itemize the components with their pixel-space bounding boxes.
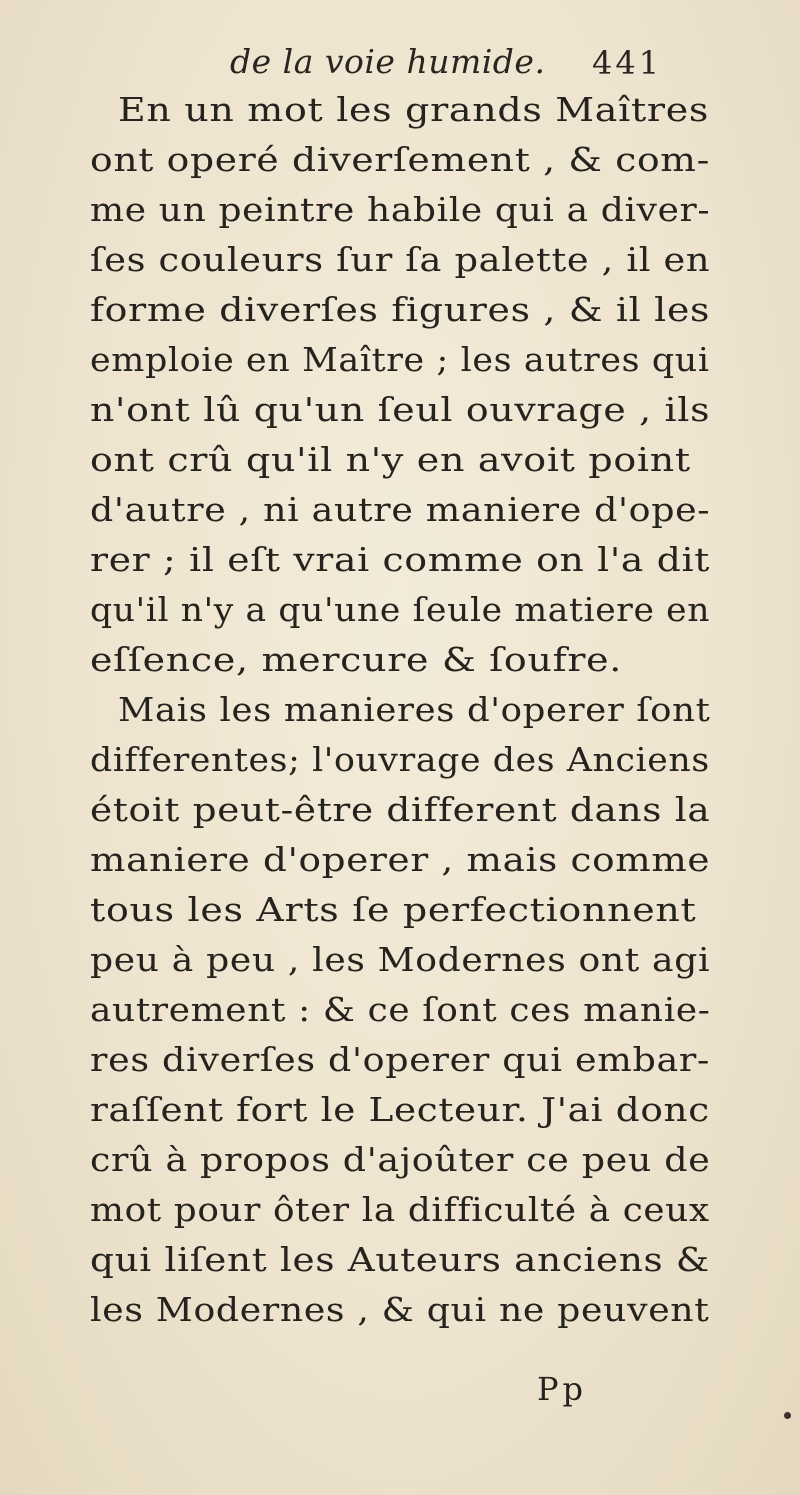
text-line: crû à propos d'ajoûter ce peu de: [90, 1140, 711, 1179]
text-line: ſes couleurs ſur ſa palette , il en: [90, 240, 711, 279]
catchword: Pp: [537, 1370, 588, 1408]
text-line: emploie en Maître ; les autres qui: [90, 340, 710, 379]
text-line: ont crû qu'il n'y en avoit point: [90, 440, 691, 479]
text-line: eſſence, mercure & ſoufre.: [90, 640, 623, 679]
text-line: mot pour ôter la difficulté à ceux: [90, 1190, 710, 1229]
text-line: qu'il n'y a qu'une ſeule matiere en: [90, 590, 711, 629]
text-line: tous les Arts ſe perfectionnent: [90, 890, 697, 929]
text-line: d'autre , ni autre maniere d'ope-: [90, 490, 711, 529]
page-number: 441: [592, 44, 663, 82]
text-line: Mais les manieres d'operer ſont: [118, 690, 711, 729]
text-line: rer ; il eſt vrai comme on l'a dit: [90, 540, 711, 579]
text-line: me un peintre habile qui a diver-: [90, 190, 711, 229]
text-line: peu à peu , les Modernes ont agi: [90, 940, 711, 979]
text-line: étoit peut-être different dans la: [90, 790, 711, 829]
text-line: ont operé diverſement , & com-: [90, 140, 711, 179]
text-line: forme diverſes figures , & il les: [90, 290, 711, 329]
text-line: res diverſes d'operer qui embar-: [90, 1040, 710, 1079]
text-line: autrement : & ce ſont ces manie-: [90, 990, 711, 1029]
text-line: differentes; l'ouvrage des Anciens: [90, 740, 710, 779]
ink-speck: [784, 1412, 791, 1419]
text-line: raſſent fort le Lecteur. J'ai donc: [90, 1090, 710, 1129]
text-line: En un mot les grands Maîtres: [118, 90, 710, 129]
text-line: n'ont lû qu'un ſeul ouvrage , ils: [90, 390, 711, 429]
running-title: de la voie humide.: [230, 42, 546, 81]
text-line: qui liſent les Auteurs anciens &: [90, 1240, 710, 1279]
text-line: les Modernes , & qui ne peuvent: [90, 1290, 710, 1329]
text-line: maniere d'operer , mais comme: [90, 840, 711, 879]
